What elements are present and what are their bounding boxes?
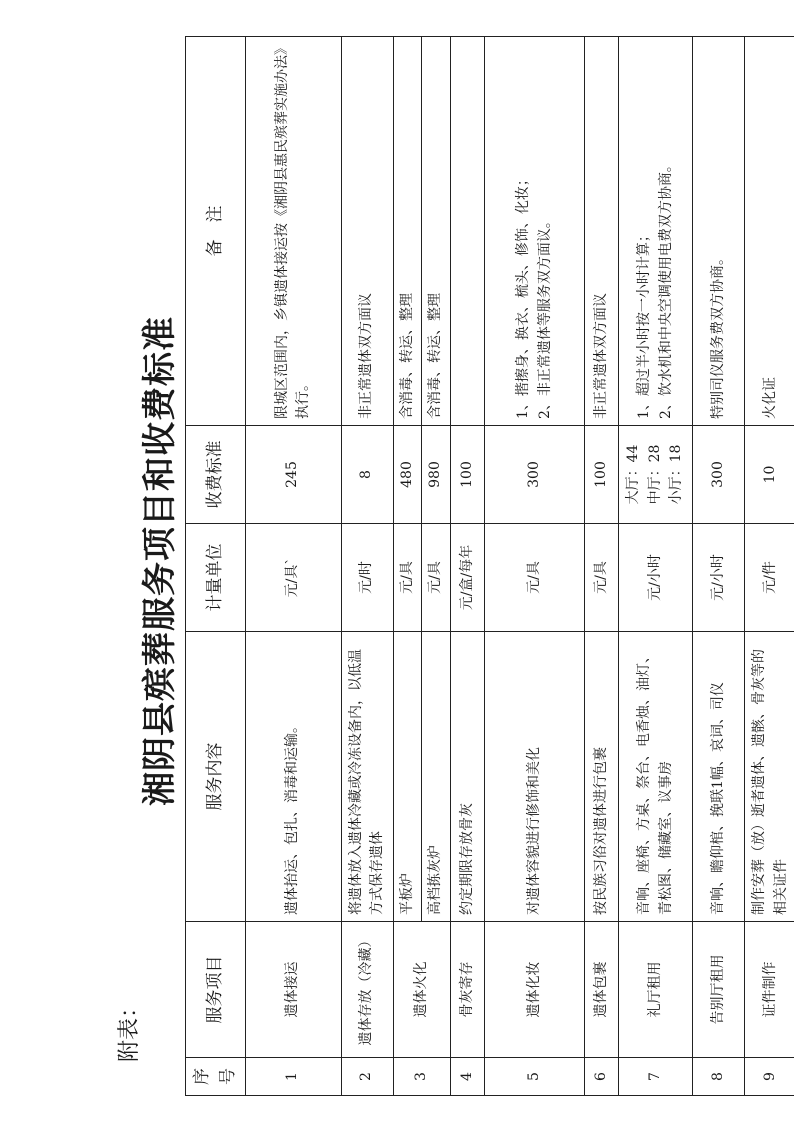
note-cell: 特别司仪服务费双方协商。	[693, 37, 745, 426]
unit-cell: 元/具`	[245, 524, 341, 632]
fee-line-large-hall: 大厅：44	[625, 444, 642, 505]
fee-cell: 300	[693, 426, 745, 524]
service-item: 遗体接运	[245, 922, 341, 1058]
header-unit: 计量单位	[186, 524, 246, 632]
service-content: 对遗体容貌进行修饰和美化	[485, 632, 585, 922]
unit-cell: 元/盒/每年	[451, 524, 485, 632]
header-item: 服务项目	[186, 922, 246, 1058]
fee-cell: 8	[341, 426, 393, 524]
fee-cell: 10	[745, 426, 794, 524]
service-item: 遗体存放（冷藏）	[341, 922, 393, 1058]
unit-cell: 元/具	[393, 524, 422, 632]
service-item: 礼厅租用	[619, 922, 693, 1058]
service-content: 音响、瞻仰棺、挽联1幅、哀词、司仪	[693, 632, 745, 922]
table-row	[245, 37, 341, 1096]
unit-cell: 元/具	[485, 524, 585, 632]
attachment-label: 附表：	[117, 995, 142, 1062]
row-number: 4	[451, 1058, 485, 1096]
unit-cell: 元/具	[585, 524, 619, 632]
note-cell	[485, 37, 585, 426]
row-number: 7	[619, 1058, 693, 1096]
service-content: 按民族习俗对遗体进行包裹	[585, 632, 619, 922]
service-item: 遗体包裹	[585, 922, 619, 1058]
table-row	[393, 37, 422, 1096]
header-fee: 收费标准	[186, 426, 246, 524]
unit-cell: 元/件	[745, 524, 794, 632]
service-item: 告别厅租用	[693, 922, 745, 1058]
table-row	[693, 37, 745, 1096]
service-item: 骨灰寄存	[451, 922, 485, 1058]
fee-cell: 245	[245, 426, 341, 524]
header-note: 备 注	[186, 37, 246, 426]
page-title: 湘阴县殡葬服务项目和收费标准	[140, 316, 180, 806]
note-line: 2、饮水机和中央空调使用电费双方协商。	[657, 158, 674, 419]
row-number: 6	[585, 1058, 619, 1096]
fee-cell: 100	[451, 426, 485, 524]
table-row	[745, 37, 794, 1096]
fee-cell: 100	[585, 426, 619, 524]
header-content: 服务内容	[186, 632, 246, 922]
table-row	[585, 37, 619, 1096]
fee-line-small-hall: 小厅：18	[668, 444, 685, 505]
note-line: 2、非正常遗体等服务双方面议。	[536, 214, 553, 419]
row-number: 2	[341, 1058, 393, 1096]
table-header-row	[186, 37, 246, 1096]
row-number: 5	[485, 1058, 585, 1096]
fee-line-medium-hall: 中厅：28	[646, 444, 663, 505]
table-row	[451, 37, 485, 1096]
row-number: 3	[393, 1058, 450, 1096]
note-cell: 含消毒、转运、整理	[422, 37, 451, 426]
fee-table	[185, 36, 794, 1096]
unit-cell: 元/具	[422, 524, 451, 632]
service-content: 制作安葬（放）逝者遗体、遗骸、骨灰等的相关证件	[745, 632, 794, 922]
note-line: 1、超过半小时按一小时计算；	[635, 228, 652, 419]
row-number: 1	[245, 1058, 341, 1096]
fee-cell: 480	[393, 426, 422, 524]
unit-cell: 元/小时	[693, 524, 745, 632]
service-item: 证件制作	[745, 922, 794, 1058]
note-cell: 限城区范围内，乡镇遗体接运按《湘阴县惠民殡葬实施办法》执行。	[245, 37, 341, 426]
unit-cell: 元/小时	[619, 524, 693, 632]
row-number: 9	[745, 1058, 794, 1096]
note-cell	[619, 37, 693, 426]
service-content: 高档拣灰炉	[422, 632, 451, 922]
unit-cell: 元/时	[341, 524, 393, 632]
fee-cell: 300	[485, 426, 585, 524]
service-content: 音响、座椅、方桌、祭台、电香烛、油灯、青松图、储藏室、议事房	[619, 632, 693, 922]
service-content: 遗体抬运、包扎、消毒和运输。	[245, 632, 341, 922]
note-cell	[451, 37, 485, 426]
service-item: 遗体化妆	[485, 922, 585, 1058]
table-row	[485, 37, 585, 1096]
fee-cell	[619, 426, 693, 524]
service-content: 平板炉	[393, 632, 422, 922]
note-cell: 火化证	[745, 37, 794, 426]
note-cell: 非正常遗体双方面议	[585, 37, 619, 426]
note-cell: 含消毒、转运、整理	[393, 37, 422, 426]
row-number: 8	[693, 1058, 745, 1096]
table-row	[619, 37, 693, 1096]
fee-cell: 980	[422, 426, 451, 524]
note-line: 1、揩擦身、换衣、梳头、修饰、化妆；	[514, 172, 531, 419]
service-content: 将遗体放入遗体冷藏或冷冻设备内，以低温方式保存遗体	[341, 632, 393, 922]
service-content: 约定期限存放骨灰	[451, 632, 485, 922]
table-row	[341, 37, 393, 1096]
header-no: 序号	[186, 1058, 246, 1096]
note-cell: 非正常遗体双方面议	[341, 37, 393, 426]
service-item: 遗体火化	[393, 922, 450, 1058]
